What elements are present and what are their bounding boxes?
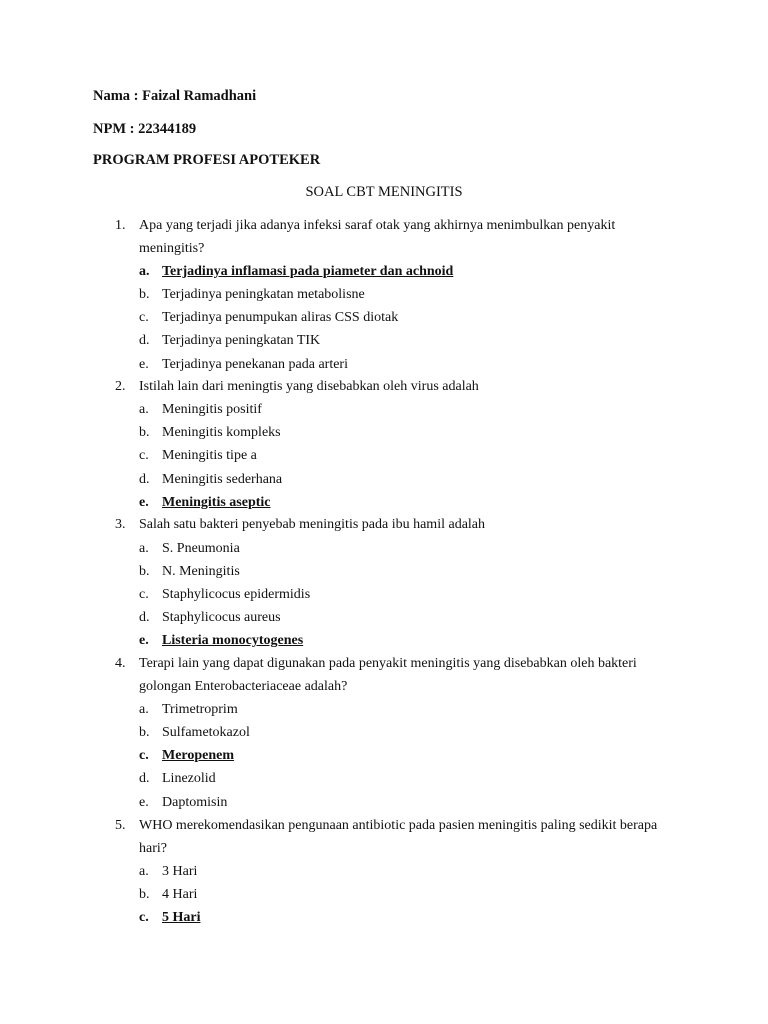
option-letter: b. — [139, 725, 150, 740]
option-text: Daptomisin — [162, 795, 228, 810]
question-text: hari? — [139, 841, 167, 856]
option-text: Terjadinya penumpukan aliras CSS diotak — [162, 310, 399, 325]
option-text: Staphylicocus aureus — [162, 610, 281, 625]
option-text: Linezolid — [162, 771, 216, 786]
question-number: 4. — [115, 656, 126, 671]
option-letter: d. — [139, 472, 150, 487]
option-text-correct: Meropenem — [162, 748, 235, 763]
option-text: Meningitis tipe a — [162, 448, 257, 463]
option-text: Trimetroprim — [162, 702, 238, 717]
option-letter: e. — [139, 795, 149, 810]
option-text: Meningitis sederhana — [162, 472, 283, 487]
question-text: Istilah lain dari meningtis yang disebabkan oleh virus adalah — [139, 379, 479, 394]
option-letter: c. — [139, 587, 149, 602]
question-text: Apa yang terjadi jika adanya infeksi saraf otak yang akhirnya menimbulkan penyakit — [139, 218, 616, 233]
option-letter: c. — [139, 448, 149, 463]
option-letter: a. — [139, 702, 149, 717]
option-letter: a. — [139, 402, 149, 417]
question-text: golongan Enterobacteriaceae adalah? — [139, 679, 348, 694]
option-text-correct: Listeria monocytogenes — [162, 633, 304, 648]
option-text: Meningitis positif — [162, 402, 262, 417]
question-text: meningitis? — [139, 241, 205, 256]
option-text: S. Pneumonia — [162, 541, 240, 556]
student-name: Nama : Faizal Ramadhani — [93, 88, 257, 104]
option-text: Terjadinya peningkatan metabolisne — [162, 287, 365, 302]
program-name: PROGRAM PROFESI APOTEKER — [93, 152, 321, 168]
option-letter: e. — [139, 633, 149, 648]
option-letter: b. — [139, 287, 150, 302]
option-text-correct: Terjadinya inflamasi pada piameter dan achnoid — [162, 264, 454, 279]
option-letter: d. — [139, 610, 150, 625]
option-letter: e. — [139, 495, 149, 510]
student-npm: NPM : 22344189 — [93, 121, 197, 137]
question-number: 1. — [115, 218, 126, 233]
option-letter: a. — [139, 864, 149, 879]
question-number: 3. — [115, 517, 126, 532]
option-text: Staphylicocus epidermidis — [162, 587, 311, 602]
question-text: Terapi lain yang dapat digunakan pada penyakit meningitis yang disebabkan oleh bakteri — [139, 656, 637, 671]
option-letter: a. — [139, 541, 149, 556]
document-title: SOAL CBT MENINGITIS — [305, 184, 463, 200]
option-letter: d. — [139, 333, 150, 348]
option-letter: c. — [139, 748, 149, 763]
option-text: Terjadinya peningkatan TIK — [162, 333, 321, 348]
option-letter: a. — [139, 264, 150, 279]
option-letter: c. — [139, 310, 149, 325]
option-text: 3 Hari — [162, 864, 198, 879]
option-text: 4 Hari — [162, 887, 198, 902]
option-letter: e. — [139, 357, 149, 372]
question-text: WHO merekomendasikan pengunaan antibiotic pada pasien meningitis paling sedikit berapa — [139, 818, 658, 833]
option-letter: d. — [139, 771, 150, 786]
question-number: 2. — [115, 379, 126, 394]
option-letter: b. — [139, 564, 150, 579]
option-text: N. Meningitis — [162, 564, 240, 579]
option-text: Terjadinya penekanan pada arteri — [162, 357, 348, 372]
question-number: 5. — [115, 818, 126, 833]
question-text: Salah satu bakteri penyebab meningitis pada ibu hamil adalah — [139, 517, 486, 532]
option-letter: c. — [139, 910, 149, 925]
option-text: Meningitis kompleks — [162, 425, 281, 440]
option-text: Sulfametokazol — [162, 725, 250, 740]
option-letter: b. — [139, 887, 150, 902]
option-letter: b. — [139, 425, 150, 440]
option-text-correct: 5 Hari — [162, 910, 201, 925]
option-text-correct: Meningitis aseptic — [162, 495, 271, 510]
